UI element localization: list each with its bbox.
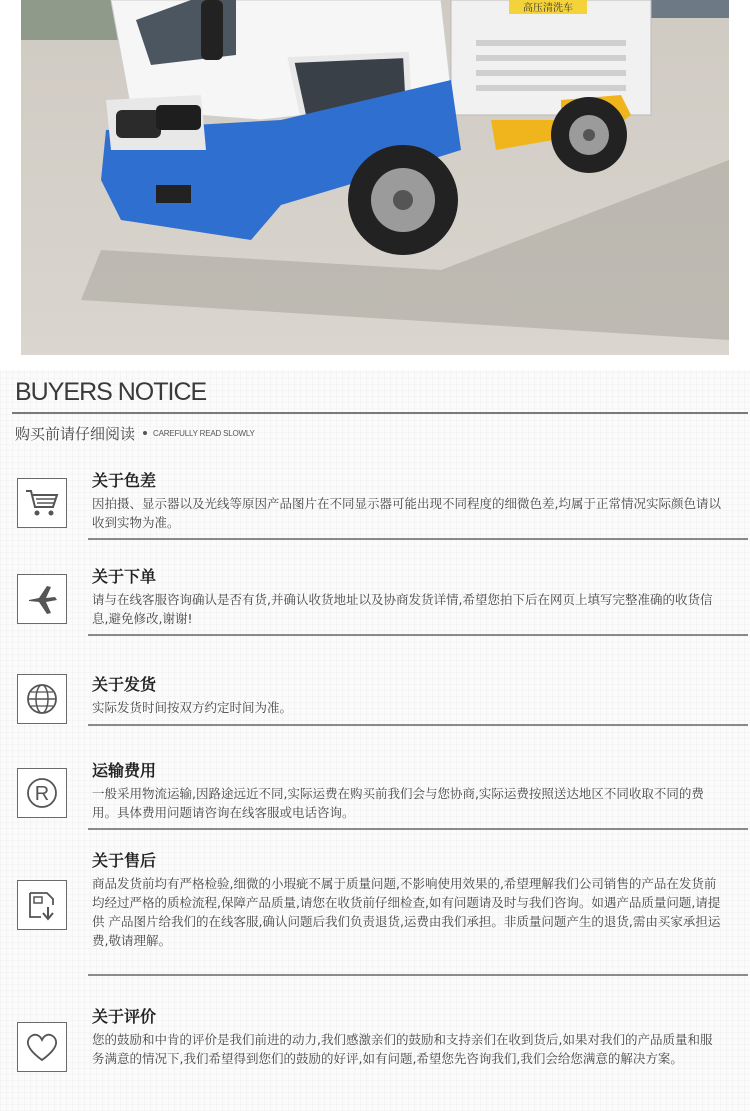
truck-sign-text: 高压清洗车 bbox=[523, 3, 573, 14]
section-divider bbox=[88, 634, 748, 636]
subtitle-cn: 购买前请仔细阅读 bbox=[15, 424, 136, 443]
globe-icon bbox=[17, 674, 67, 724]
subtitle-bullet bbox=[143, 431, 147, 435]
section-title: 关于下单 bbox=[92, 567, 157, 586]
section-title: 运输费用 bbox=[92, 761, 157, 780]
section-title: 关于发货 bbox=[92, 675, 157, 694]
notice-title: BUYERS NOTICE bbox=[15, 378, 207, 406]
cleaning-truck-image bbox=[21, 0, 729, 355]
section-body: 您的鼓励和中肯的评价是我们前进的动力,我们感激亲们的鼓励和支持亲们在收到货后,如果对我们的产品质量和服务满意的情况下,我们希望得到您们的鼓励的好评,如有问题,希望您先咨询我们,我们会给您满意的解决方案。 bbox=[92, 1032, 713, 1066]
title-divider bbox=[12, 412, 748, 414]
section-divider bbox=[88, 828, 748, 830]
section-divider bbox=[88, 538, 748, 540]
section-divider bbox=[88, 724, 748, 726]
notice-subtitle bbox=[15, 422, 255, 444]
subtitle-en: CAREFULLY READ SLOWLY bbox=[153, 428, 255, 438]
cart-icon bbox=[17, 478, 67, 528]
section-title: 关于评价 bbox=[92, 1007, 157, 1026]
section-body: 实际发货时间按双方约定时间为准。 bbox=[92, 700, 293, 715]
section-title: 关于色差 bbox=[92, 471, 157, 490]
registered-icon bbox=[17, 768, 67, 818]
section-body: 因拍摄、显示器以及光线等原因产品图片在不同显示器可能出现不同程度的细微色差,均属于正常情况实际颜色请以收到实物为准。 bbox=[92, 496, 721, 530]
buyers-notice-panel bbox=[0, 370, 750, 1111]
product-photo bbox=[21, 0, 729, 355]
svg-text:R: R bbox=[34, 783, 50, 805]
return-box-icon bbox=[17, 880, 67, 930]
section-body: 一般采用物流运输,因路途远近不同,实际运费在购买前我们会与您协商,实际运费按照送达地区不同收取不同的费用。具体费用问题请咨询在线客服或电话咨询。 bbox=[92, 786, 704, 820]
section-body: 商品发货前均有严格检验,细微的小瑕疵不属于质量问题,不影响使用效果的,希望理解我们公司销售的产品在发货前均经过严格的质检流程,保障产品质量,请您在收货前仔细检查,如有问题请及时与我们咨询。如遇产品质量问题,请提供 产品图片给我们的在线客服,确认问题后我们负责退货,运费由我们承担。非质量问题产生的退货,需由买家承担运费,敬请理解。 bbox=[92, 876, 721, 948]
heart-icon bbox=[17, 1022, 67, 1072]
section-title: 关于售后 bbox=[92, 851, 157, 870]
section-body: 请与在线客服咨询确认是否有货,并确认收货地址以及协商发货详情,希望您拍下后在网页上填写完整准确的收货信息,避免修改,谢谢! bbox=[92, 592, 713, 626]
airplane-icon bbox=[17, 574, 67, 624]
section-divider bbox=[88, 974, 748, 976]
